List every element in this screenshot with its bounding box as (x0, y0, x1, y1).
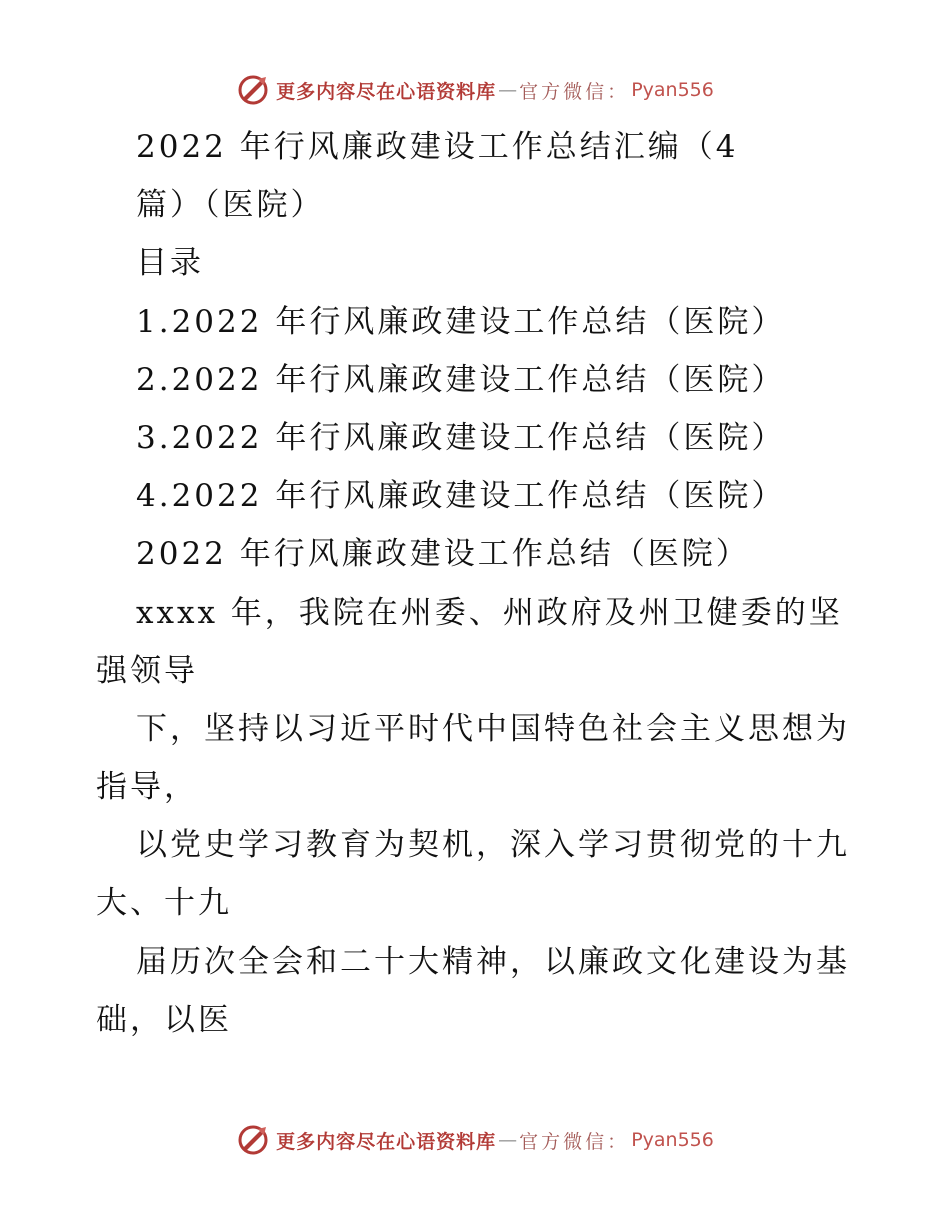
body-line-6: 大、十九 (96, 885, 232, 922)
body-line-2: 强领导 (96, 652, 198, 689)
section-title: 2022 年行风廉政建设工作总结（医院） (136, 536, 750, 573)
toc-item-1: 1.2022 年行风廉政建设工作总结（医院） (136, 303, 786, 340)
watermark-banner-bottom (0, 1120, 950, 1160)
body-line-5: 以党史学习教育为契机，深入学习贯彻党的十九 (136, 827, 850, 864)
toc-item-3: 3.2022 年行风廉政建设工作总结（医院） (136, 419, 786, 456)
document-content (96, 118, 856, 1049)
watermark-banner-top (0, 70, 950, 110)
watermark-separator: — (498, 1129, 518, 1151)
body-line-3: 下，坚持以习近平时代中国特色社会主义思想为 (136, 710, 850, 747)
watermark-wechat-id: Pyan556 (631, 79, 714, 101)
document-title-line-1: 2022 年行风廉政建设工作总结汇编（4 (136, 129, 739, 165)
watermark-brand: 更多内容尽在心语资料库 (276, 1130, 497, 1153)
toc-item-4: 4.2022 年行风廉政建设工作总结（医院） (136, 478, 786, 515)
watermark-separator: — (498, 79, 518, 101)
document-title-line-2: 篇）（医院） (136, 187, 325, 224)
body-line-1: xxxx 年，我院在州委、州政府及州卫健委的坚 (136, 594, 843, 631)
toc-heading: 目录 (136, 245, 204, 282)
watermark-wechat-id: Pyan556 (631, 1129, 714, 1151)
body-line-7: 届历次全会和二十大精神，以廉政文化建设为基 (136, 943, 850, 980)
watermark-brand: 更多内容尽在心语资料库 (276, 80, 497, 103)
quill-logo-icon (236, 73, 270, 107)
toc-item-2: 2.2022 年行风廉政建设工作总结（医院） (136, 361, 786, 398)
watermark-wechat-label: 官方微信： (519, 80, 630, 103)
quill-logo-icon (236, 1123, 270, 1157)
watermark-wechat-label: 官方微信： (519, 1130, 630, 1153)
body-line-4: 指导， (96, 769, 198, 806)
body-line-8: 础，以医 (96, 1001, 232, 1038)
